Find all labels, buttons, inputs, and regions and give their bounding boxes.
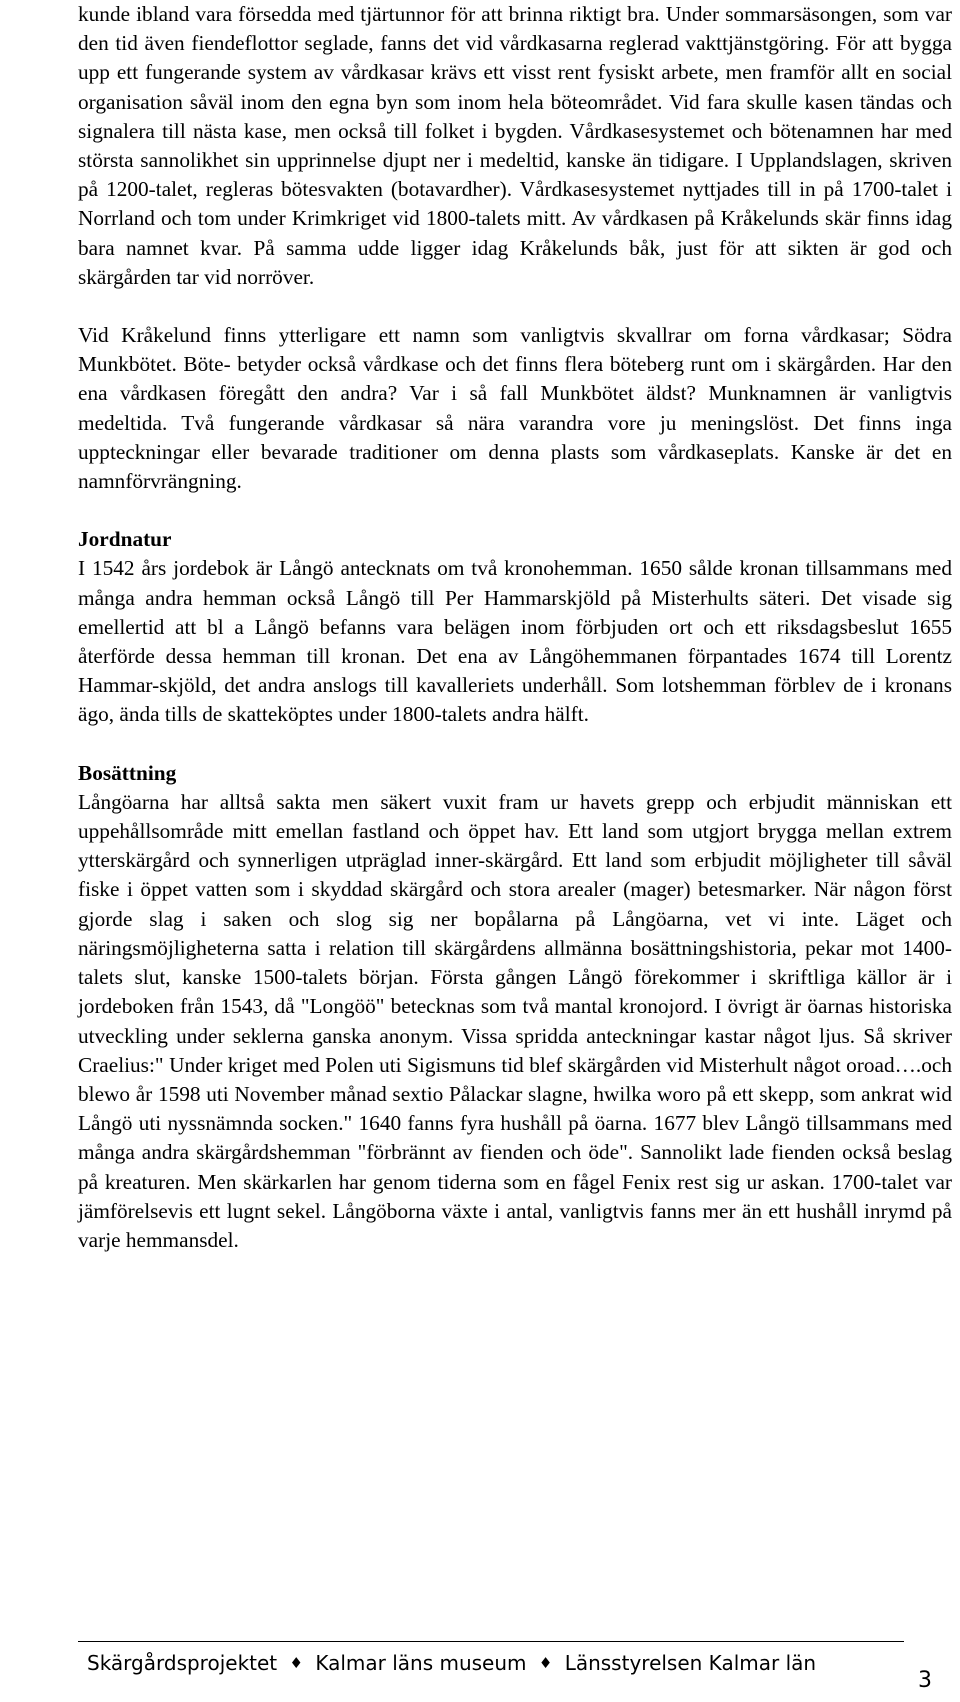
body-paragraph: kunde ibland vara försedda med tjärtunnor för att brinna riktigt bra. Under sommarsäsongen, som var den tid även fiendeflottor seglade, fanns det vid vårdkasarna reglerad vakttjänstgöring. För att bygga upp ett fungerande system av vårdkasar krävs ett visst rent fysiskt arbete, men framför allt en social organisation såväl inom den egna byn som inom hela böteområdet. Vid fara skulle kasen tändas och signalera till nästa kase, men också till folket i bygden. Vårdkasesystemet och bötenamnen har med största sannolikhet sin upprinnelse djupt ner i medeltid, kanske än tidigare. I Upplandslagen, skriven på 1200-talet, regleras bötesvakten (botavardher). Vårdkasesystemet nyttjades till in på 1700-talet i Norrland och tom under Krimkriget vid 1800-talets mitt. Av vårdkasen på Kråkelunds skär finns idag bara namnet kvar. På samma udde ligger idag Kråkelunds båk, just för att sikten är god och skärgården tar vid norröver. — [78, 2, 952, 289]
paragraph-spacer — [78, 292, 952, 321]
footer-county: Länsstyrelsen Kalmar län — [564, 1651, 817, 1675]
section-text-jordnatur: I 1542 års jordebok är Långö antecknats om två kronohemman. 1650 sålde kronan tillsammans med många andra hemman också Långö till Per Hammarskjöld på Misterhults säteri. Det visade sig emellertid att bl a Långö befanns vara belägen inom förbjuden ort och ett riksdagsbeslut 1655 återförde dessa hemman till kronan. Det ena av Långöhemmanen förpantades 1674 till Lorentz Hammar-skjöld, det andra anslogs till kavalleriets underhåll. Som lotshemman förblev de i kronans ägo, ända tills de skatteköptes under 1800-talets andra hälft. — [78, 556, 952, 727]
section-heading-bosattning: Bosättning — [78, 760, 177, 785]
page-number: 3 — [918, 1668, 932, 1693]
footer-project: Skärgårdsprojektet — [87, 1651, 278, 1675]
footer-divider — [78, 1641, 904, 1642]
paragraph-spacer — [78, 496, 952, 525]
section-text-bosattning: Långöarna har alltså sakta men säkert vuxit fram ur havets grepp och erbjudit människan ett uppehållsområde mitt emellan fastland och öppet hav. Ett land som utgjort brygga mellan extrem ytterskärgård och synnerligen utpräglad inner-skärgård. Ett land som erbjudit möjligheter till såväl fiske i öppet vatten som i skyddad skärgård och stora arealer (mager) betesmarker. När någon först gjorde slag i saken och slog sig ner bopålarna på Långöarna, vet vi inte. Läget och näringsmöjligheterna satta i relation till skärgårdens allmänna bosättningshistoria, pekar mot 1400-talets slut, kanske 1500-talets början. Första gången Långö förekommer i skriftliga källor är i jordeboken från 1543, då "Longöö" betecknas som två mantal kronojord. I övrigt är öarnas historiska utveckling under seklerna ganska anonym. Vissa spridda anteckningar kastar något ljus. Så skriver Craelius:" Under kriget med Polen uti Sigismuns tid blef skärgården vid Misterhult något oroad….och blewo år 1598 uti November månad sextio Pålackar slagne, hwilka woro på ett skepp, som ankrat wid Långö uti nyssnämnda socken." 1640 fanns fyra hushåll på öarna. 1677 blev Långö tillsammans med många andra skärgårdshemman "förbrännt av fienden och öde". Sannolikt lade fienden också beslag på kreaturen. Men skärkarlen har genom tiderna som en fågel Fenix rest sig ur askan. 1700-talet var jämförelsevis ett lugnt sekel. Långöborna växte i antal, vanligtvis fanns mer än ett hushåll inrymd på varje hemmansdel. — [78, 789, 952, 1252]
diamond-icon: ♦ — [538, 1654, 553, 1672]
document-body — [78, 0, 952, 1255]
section-heading-jordnatur: Jordnatur — [78, 527, 172, 552]
paragraph-spacer — [78, 730, 952, 759]
diamond-icon: ♦ — [289, 1654, 303, 1672]
footer-museum: Kalmar läns museum — [315, 1651, 527, 1675]
body-paragraph: Vid Kråkelund finns ytterligare ett namn som vanligtvis skvallrar om forna vårdkasar; Södra Munkbötet. Böte- betyder också vårdkase och det finns flera böteberg runt om i skärgården. Har den ena vårdkasen föregått den andra? Var i så fall Munkbötet äldst? Munknamnen är vanligtvis medeltida. Två fungerande vårdkasar så nära varandra vore ju meningslöst. Det finns inga uppteckningar eller bevarade traditioner om denna plasts som vårdkaseplats. Kanske är det en namnförvrängning. — [78, 323, 952, 494]
page-footer — [87, 1650, 887, 1678]
